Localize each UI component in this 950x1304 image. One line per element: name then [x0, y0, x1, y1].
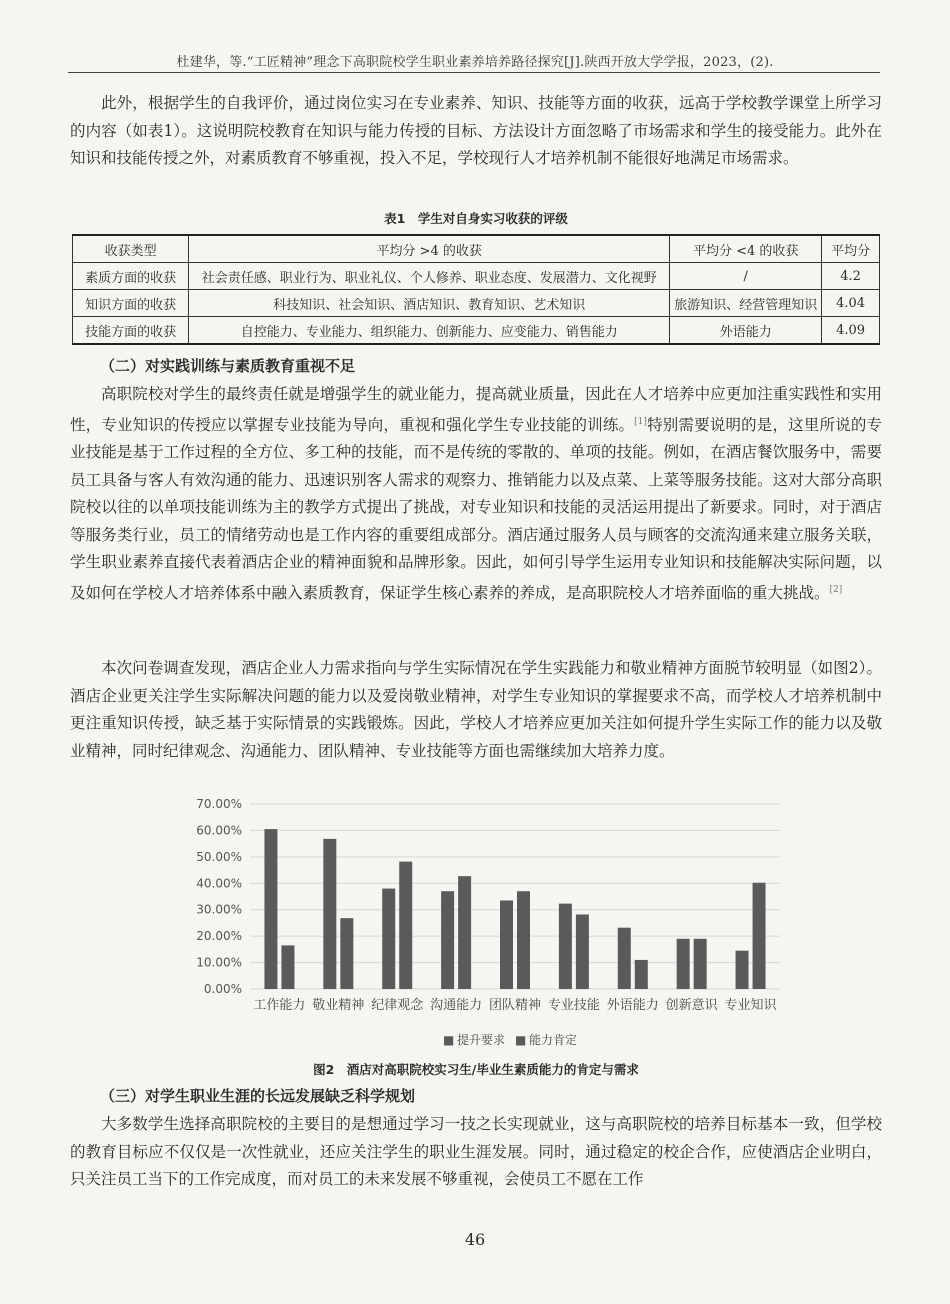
bar-提升要求 — [323, 839, 336, 989]
table-cell: 4.04 — [822, 290, 880, 317]
bar-提升要求 — [264, 829, 277, 989]
section-heading-3: （三）对学生职业生涯的长远发展缺乏科学规划 — [100, 1087, 416, 1105]
table-header-cell: 平均分 — [822, 235, 880, 263]
table-row — [73, 263, 880, 290]
legend-label: 提升要求 — [457, 1033, 506, 1047]
y-tick-label: 20.00% — [196, 929, 242, 944]
x-tick-label: 敬业精神 — [312, 998, 365, 1013]
legend-marker: ■ — [443, 1033, 455, 1047]
x-tick-label: 沟通能力 — [430, 998, 483, 1013]
y-tick-label: 70.00% — [196, 797, 242, 811]
table-row — [73, 290, 880, 317]
paragraph-survey: 本次问卷调查发现，酒店企业人力需求指向与学生实际情况在学生实践能力和敬业精神方面脱节较明显（如图2）。酒店企业更关注学生实际解决问题的能力以及爱岗敬业精神，对学生专业知识的掌握要求不高，而学校人才培养机制中更注重知识传授，缺乏基于实际情景的实践锻炼。因此，学校人才培养应更加关注如何提升学生实际工作的能力以及敬业精神，同时纪律观念、沟通能力、团队精神、专业技能等方面也需继续加大培养力度。 — [70, 659, 882, 760]
paragraph-text: 特别需要说明的是，这里所说的专业技能是基于工作过程的全方位、多工种的技能，而不是传统的零散的、单项的技能。例如，在酒店餐饮服务中，需要员工具备与客人有效沟通的能力、迅速识别客人需求的观察力、推销能力以及点菜、上菜等服务技能。这对大部分高职院校以往的以单项技能训练为主的教学方式提出了挑战，对专业知识和技能的灵活运用提出了新要求。同时，对于酒店等服务类行业，员工的情绪劳动也是工作内容的重要组成部分。酒店通过服务人员与顾客的交流沟通来建立服务关联，学生职业素养直接代表着酒店企业的精神面貌和品牌形象。因此，如何引导学生运用专业知识和技能解决实际问题，以及如何在学校人才培养体系中融入素质教育，保证学生核心素养的养成，是高职院校人才培养面临的重大挑战。 — [70, 415, 882, 602]
paragraph-intro: 此外，根据学生的自我评价，通过岗位实习在专业素养、知识、技能等方面的收获，远高于学校教学课堂上所学习的内容（如表1）。这说明院校教育在知识与能力传授的目标、方法设计方面忽略了市场需求和学生的接受能力。此外在知识和技能传授之外，对素质教育不够重视，投入不足，学校现行人才培养机制不能很好地满足市场需求。 — [70, 94, 882, 167]
x-tick-label: 外语能力 — [606, 998, 659, 1013]
table-cell: 4.2 — [822, 263, 880, 290]
y-tick-label: 60.00% — [196, 823, 242, 838]
paragraph-career: 大多数学生选择高职院校的主要目的是想通过学习一技之长实现就业，这与高职院校的培养目标基本一致，但学校的教育目标应不仅仅是一次性就业，还应关注学生的职业生涯发展。同时，通过稳定的校企合作，应使酒店企业明白，只关注员工当下的工作完成度，而对员工的未来发展不够重视，会使员工不愿在工作 — [70, 1115, 882, 1188]
y-tick-label: 0.00% — [203, 982, 242, 996]
bar-能力肯定 — [399, 862, 412, 989]
table-header-cell: 收获类型 — [73, 235, 189, 263]
table-cell: 技能方面的收获 — [73, 317, 189, 345]
table-cell: / — [670, 263, 822, 290]
page-number: 46 — [464, 1230, 486, 1249]
running-header: 杜建华，等.“工匠精神”理念下高职院校学生职业素养培养路径探究[J].陕西开放大学学报，2023，(2). — [176, 55, 774, 70]
x-tick-label: 团队精神 — [488, 998, 542, 1013]
legend-label: 能力肯定 — [529, 1033, 578, 1047]
header-rule — [68, 72, 880, 73]
table-internship-gains — [72, 234, 880, 345]
bar-提升要求 — [559, 904, 572, 989]
bar-能力肯定 — [281, 945, 294, 989]
y-tick-label: 30.00% — [196, 902, 242, 917]
table-cell: 知识方面的收获 — [73, 290, 189, 317]
table-header-cell: 平均分 >4 的收获 — [189, 235, 670, 263]
bar-能力肯定 — [753, 883, 766, 989]
section-heading-2: （二）对实践训练与素质教育重视不足 — [100, 357, 356, 375]
paragraph-practice-training — [70, 381, 882, 607]
table-cell: 旅游知识、经营管理知识 — [670, 290, 822, 317]
x-tick-label: 创新意识 — [665, 998, 718, 1013]
bar-提升要求 — [736, 951, 749, 989]
legend-marker: ■ — [515, 1033, 527, 1047]
bar-提升要求 — [500, 900, 513, 989]
table-cell: 4.09 — [822, 317, 880, 345]
table-header-row — [73, 235, 880, 263]
bar-chart-figure2 — [180, 790, 790, 1050]
bar-能力肯定 — [458, 876, 471, 989]
x-tick-label: 专业技能 — [547, 998, 600, 1013]
table-header-cell: 平均分 <4 的收获 — [670, 235, 822, 263]
bar-提升要求 — [677, 939, 690, 989]
x-tick-label: 工作能力 — [253, 998, 306, 1013]
bar-提升要求 — [441, 891, 454, 989]
bar-提升要求 — [382, 889, 395, 989]
table-cell: 科技知识、社会知识、酒店知识、教育知识、艺术知识 — [189, 290, 670, 317]
bar-能力肯定 — [576, 914, 589, 989]
bar-能力肯定 — [694, 939, 707, 989]
paragraph-text: 高职院校对学生的最终责任就是增强学生的就业能力，提高就业质量，因此在人才培养中应更加注重实践性和实用性，专业知识的传授应以掌握专业技能为导向，重视和强化学生专业技能的训练。 — [70, 385, 882, 434]
figure-caption: 图2 酒店对高职院校实习生/毕业生素质能力的肯定与需求 — [313, 1062, 639, 1077]
y-tick-label: 10.00% — [196, 955, 242, 970]
table-cell: 素质方面的收获 — [73, 263, 189, 290]
bar-能力肯定 — [340, 918, 353, 989]
x-tick-label: 纪律观念 — [371, 998, 424, 1013]
bar-能力肯定 — [635, 960, 648, 989]
y-tick-label: 40.00% — [196, 876, 242, 891]
table-cell: 外语能力 — [670, 317, 822, 345]
bar-提升要求 — [618, 928, 631, 989]
x-tick-label: 专业知识 — [724, 998, 777, 1013]
table-row — [73, 317, 880, 345]
table-cell: 自控能力、专业能力、组织能力、创新能力、应变能力、销售能力 — [189, 317, 670, 345]
y-tick-label: 50.00% — [196, 849, 242, 864]
bar-能力肯定 — [517, 891, 530, 989]
table-caption: 表1 学生对自身实习收获的评级 — [384, 211, 568, 226]
citation-ref: [1] — [634, 416, 647, 427]
table-cell: 社会责任感、职业行为、职业礼仪、个人修养、职业态度、发展潜力、文化视野 — [189, 263, 670, 290]
citation-ref: [2] — [829, 584, 843, 595]
